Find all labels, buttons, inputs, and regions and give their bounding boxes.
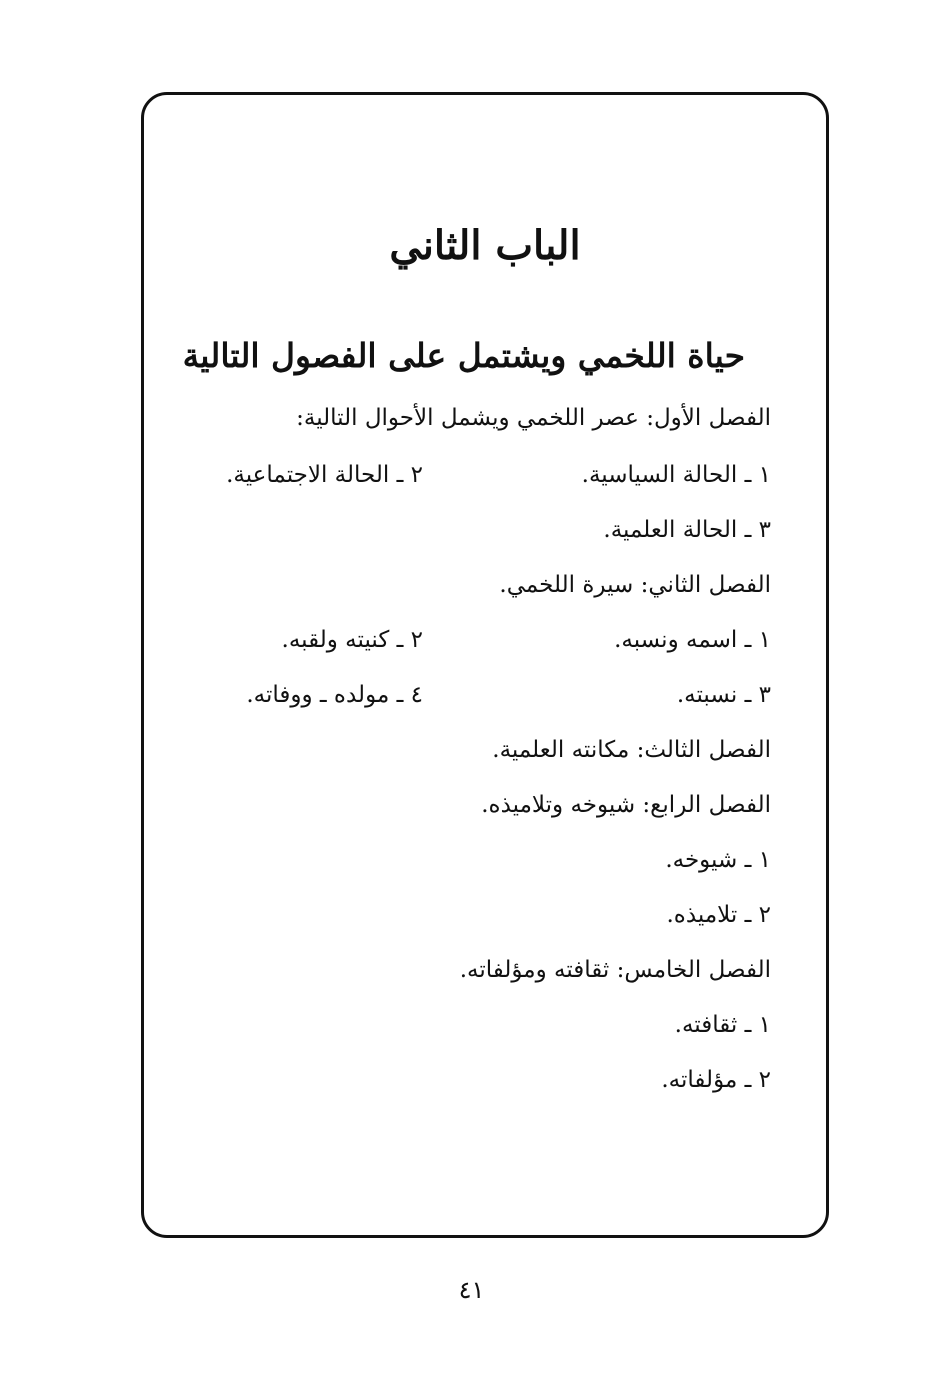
chapter-4-item-2: ٢ ـ تلاميذه.	[666, 902, 771, 928]
chapter-1-item-2: ٢ ـ الحالة الاجتماعية.	[226, 462, 423, 488]
chapter-2-title: الفصل الثاني: سيرة اللخمي.	[499, 572, 771, 598]
page-number: ٤١	[458, 1276, 485, 1304]
chapter-5-item-1: ١ ـ ثقافته.	[674, 1012, 771, 1038]
chapter-4-title: الفصل الرابع: شيوخه وتلاميذه.	[481, 792, 771, 818]
chapter-4-item-1: ١ ـ شيوخه.	[665, 847, 771, 873]
chapter-1-item-3: ٣ ـ الحالة العلمية.	[603, 517, 771, 543]
chapter-2-item-2: ٢ ـ كنيته ولقبه.	[281, 627, 423, 653]
chapter-1-item-1: ١ ـ الحالة السياسية.	[581, 462, 771, 488]
chapter-2-item-1: ١ ـ اسمه ونسبه.	[614, 627, 771, 653]
section-heading: حياة اللخمي ويشتمل على الفصول التالية	[182, 336, 745, 375]
chapter-3-title: الفصل الثالث: مكانته العلمية.	[492, 737, 771, 763]
chapter-2-item-4: ٤ ـ مولده ـ ووفاته.	[246, 682, 423, 708]
part-title: الباب الثاني	[389, 222, 581, 269]
chapter-1-title: الفصل الأول: عصر اللخمي ويشمل الأحوال التالية:	[296, 405, 771, 431]
chapter-2-item-3: ٣ ـ نسبته.	[676, 682, 771, 708]
chapter-5-item-2: ٢ ـ مؤلفاته.	[661, 1067, 771, 1093]
chapter-5-title: الفصل الخامس: ثقافته ومؤلفاته.	[459, 957, 771, 983]
